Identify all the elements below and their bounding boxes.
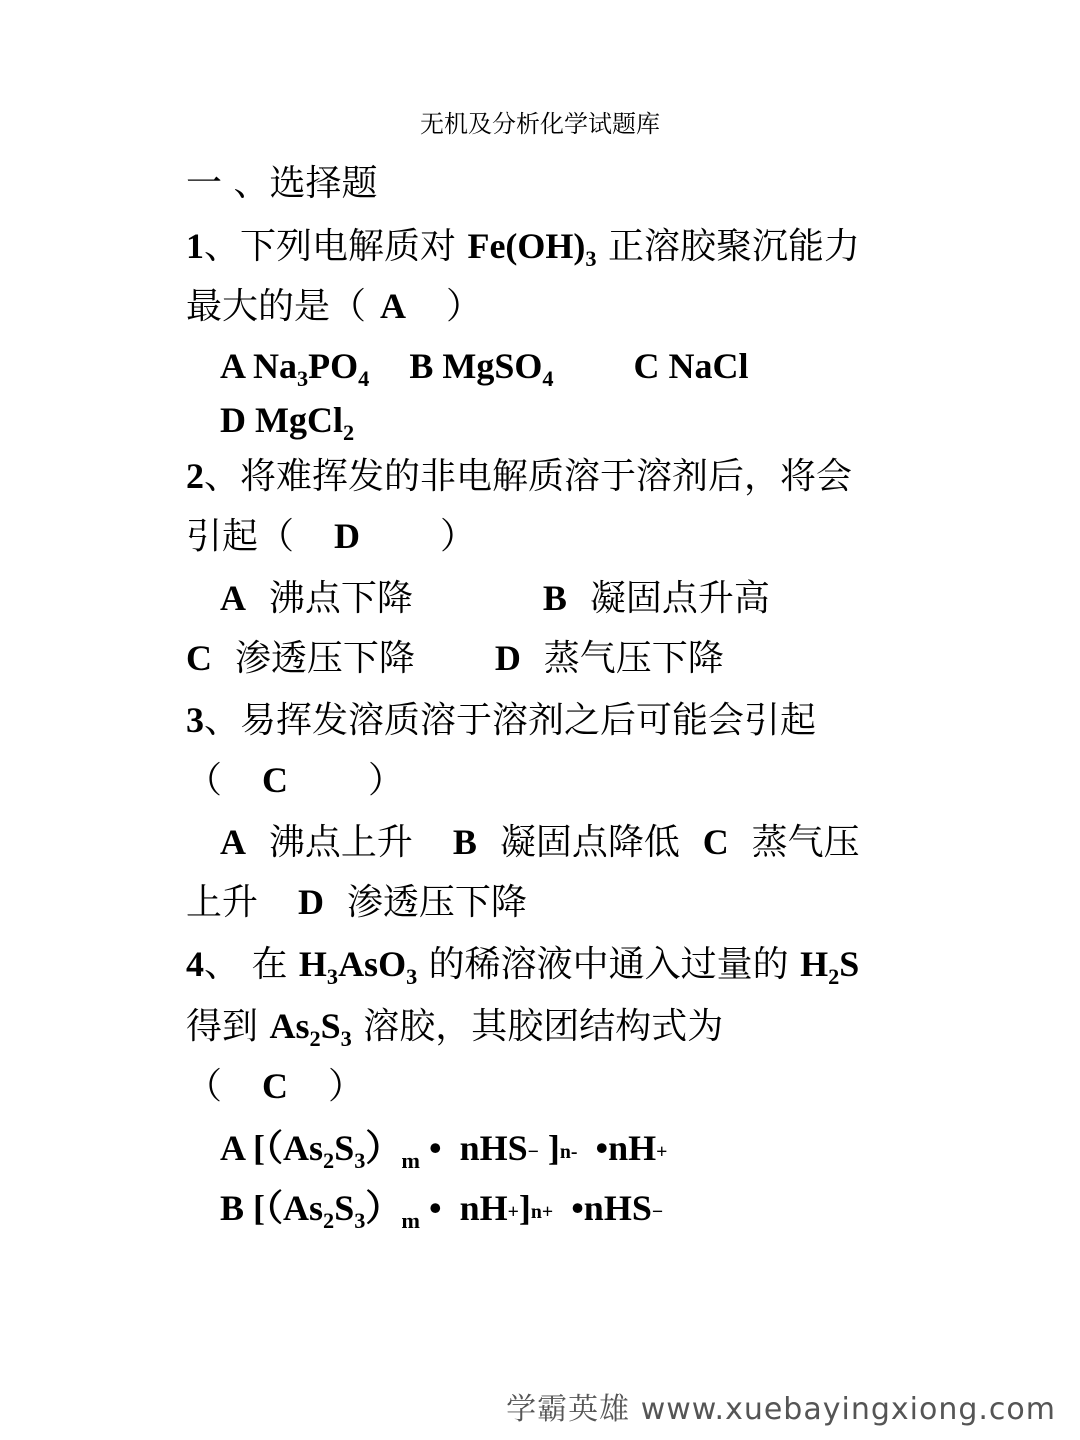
question-4-answer-line: （ C ）	[186, 1066, 365, 1107]
option-b: B 凝固点升高	[542, 578, 770, 619]
option-a: A $Na_3PO_4$	[220, 346, 370, 391]
stem-text: 、下列电解质对	[204, 226, 468, 267]
answer: D	[334, 516, 361, 556]
answer: C	[262, 1066, 289, 1106]
question-number: 2	[186, 456, 204, 496]
question-3-options-abc	[220, 818, 860, 867]
answer: C	[262, 760, 289, 800]
question-2-options-ab	[220, 574, 770, 623]
answer: A	[380, 286, 407, 326]
option-b: B MgSO$_4$	[409, 346, 554, 391]
question-2-options-cd	[186, 634, 724, 683]
question-4-stem: 4、 在 $H_3AsO_3$ 的稀溶液中通入过量的 $H_2S$	[186, 944, 860, 989]
question-3-stem: 3、易挥发溶质溶于溶剂之后可能会引起	[186, 700, 817, 741]
formula: $As_2S_3$	[269, 1006, 352, 1051]
formula: $Fe(OH)_3$	[467, 226, 597, 271]
question-1-options	[220, 342, 749, 390]
question-4-stem-line-2: 得到 $As_2S_3$ 溶胶，其胶团结构式为	[186, 1006, 724, 1051]
option-d: D 蒸气压下降	[494, 638, 724, 679]
option-c: C 渗透压下降	[186, 638, 415, 679]
question-number: 3	[186, 700, 204, 740]
question-3-answer-line: （ C ）	[186, 760, 405, 801]
question-1-option-d: D MgCl$_2$	[220, 400, 355, 445]
question-2-stem: 2、将难挥发的非电解质溶于溶剂后，将会	[186, 456, 853, 497]
formula: $H_3AsO_3$	[298, 944, 418, 989]
option-d: D 渗透压下降	[298, 882, 527, 923]
option-c: C 蒸气压	[702, 822, 860, 863]
stem-text: 正溶胶聚沉能力	[596, 226, 861, 267]
question-4-option-a: A [$(As_2S_3)_m$ • nHS− ]$^{n-}$ •nH+	[220, 1128, 668, 1173]
formula: $H_2S$	[800, 944, 860, 989]
document-title: 无机及分析化学试题库	[420, 110, 660, 138]
question-1-answer-line: 最大的是（ A ）	[186, 286, 483, 327]
question-2-answer-line: 引起（ D ）	[186, 516, 477, 557]
section-heading: 一 、选择题	[186, 163, 378, 204]
option-a: A 沸点上升	[220, 822, 413, 863]
site-watermark: 学霸英雄 www.xuebayingxiong.com	[506, 1392, 1056, 1427]
question-4-option-b: B [$(As_2S_3)_m$ • nH+]$^{n+}$ •nHS−	[220, 1188, 664, 1233]
question-number: 1	[186, 226, 204, 266]
question-1-stem	[186, 222, 860, 271]
question-3-options-cd: 上升 D 渗透压下降	[186, 882, 527, 923]
question-number: 4	[186, 944, 204, 984]
option-b: B 凝固点降低	[452, 822, 680, 863]
option-c: C NaCl	[633, 346, 749, 386]
option-a: A 沸点下降	[220, 578, 413, 619]
